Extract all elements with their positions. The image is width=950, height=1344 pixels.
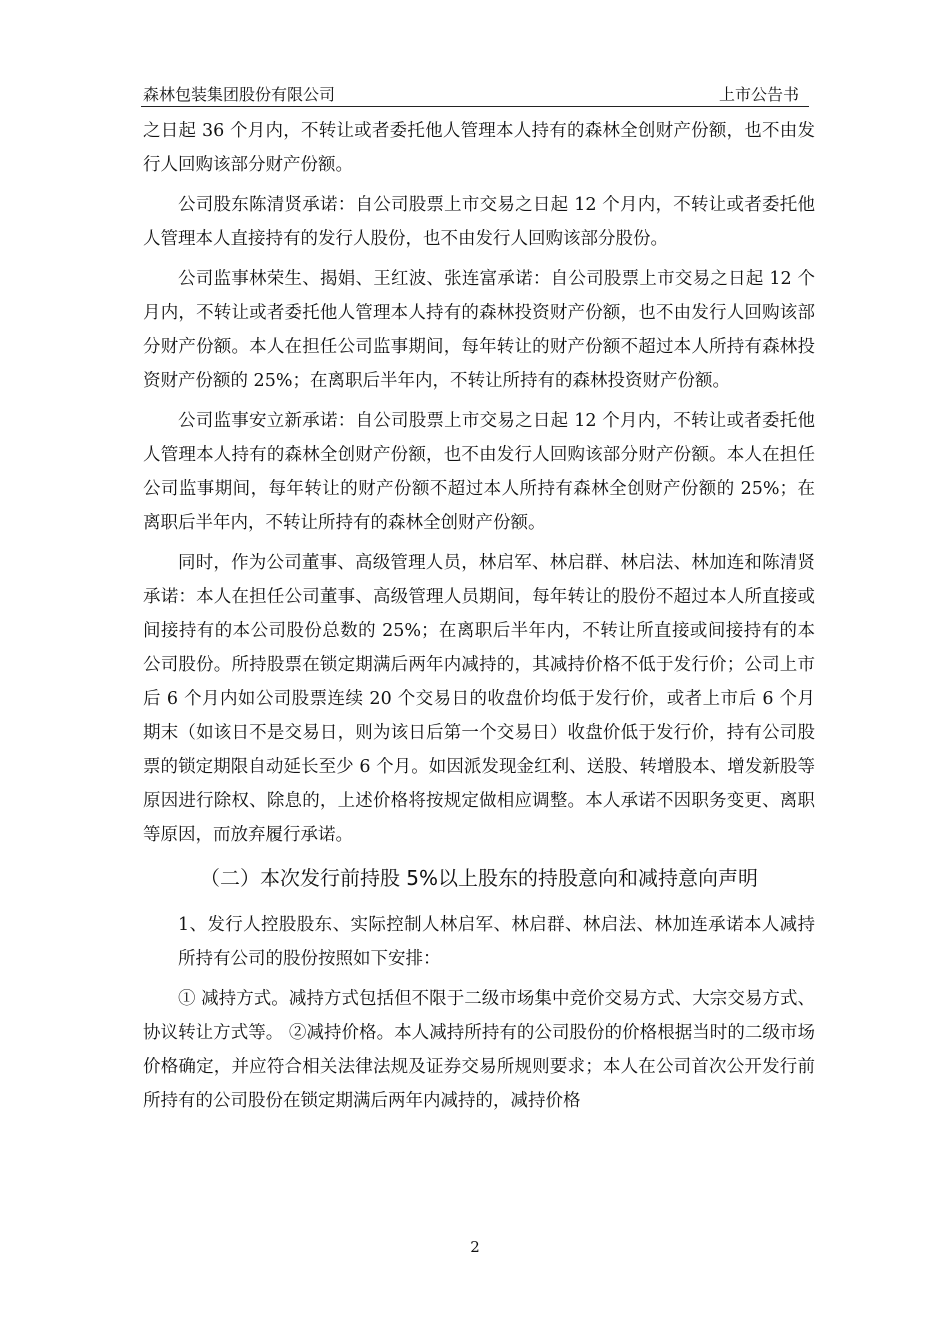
paragraph-shareholder-commitment: 公司股东陈清贤承诺：自公司股票上市交易之日起 12 个月内，不转让或者委托他人管理本人直接持有的发行人股份，也不由发行人回购该部分股份。 [143,195,815,249]
header-company-name: 森林包装集团股份有限公司 [143,85,336,104]
page-header [141,80,809,107]
section-heading: （二）本次发行前持股 5%以上股东的持股意向和减持意向声明 [199,866,759,890]
list-item-detail: ① 减持方式。减持方式包括但不限于二级市场集中竞价交易方式、大宗交易方式、协议转让方式等。 ②减持价格。本人减持所持有的公司股份的价格根据当时的二级市场价格确定，并应符合相关法律法规及证券交易所规则要求；本人在公司首次公开发行前所持有的公司股份在锁定期满后两年内减持的，减持价格 [143,989,815,1111]
paragraph-supervisor-an-commitment: 公司监事安立新承诺：自公司股票上市交易之日起 12 个月内，不转让或者委托他人管理本人持有的森林全创财产份额，也不由发行人回购该部分财产份额。本人在担任公司监事期间，每年转让的财产份额不超过本人所持有森林全创财产份额的 25%；在离职后半年内，不转让所持有的森林全创财产份额。 [143,411,815,533]
document-body [143,114,815,1124]
page-number: 2 [470,1238,480,1256]
paragraph-continuation: 之日起 36 个月内，不转让或者委托他人管理本人持有的森林全创财产份额，也不由发行人回购该部分财产份额。 [143,121,815,175]
paragraph-directors-commitment: 同时，作为公司董事、高级管理人员，林启军、林启群、林启法、林加连和陈清贤承诺：本人在担任公司董事、高级管理人员期间，每年转让的股份不超过本人所直接或间接持有的本公司股份总数的 25%；在离职后半年内，不转让所直接或间接持有的本公司股份。所持股票在锁定期满后两年内减持的，其减持价格不低于发行价；公司上市后 6 个月内如公司股票连续 20 个交易日的收盘价均低于发行价，或者上市后 6 个月期末（如该日不是交易日，则为该日后第一个交易日）收盘价低于发行价，持有公司股票的锁定期限自动延长至少 6 个月。如因派发现金红利、送股、转增股本、增发新股等原因进行除权、除息的，上述价格将按规定做相应调整。本人承诺不因职务变更、离职等原因，而放弃履行承诺。 [143,553,815,845]
header-document-type: 上市公告书 [718,85,799,104]
list-item-1: 1、发行人控股股东、实际控制人林启军、林启群、林启法、林加连承诺本人减持所持有公司的股份按照如下安排： [178,915,815,969]
paragraph-supervisors-commitment: 公司监事林荣生、揭娟、王红波、张连富承诺：自公司股票上市交易之日起 12 个月内，不转让或者委托他人管理本人持有的森林投资财产份额，也不由发行人回购该部分财产份额。本人在担任公司监事期间，每年转让的财产份额不超过本人所持有森林投资财产份额的 25%；在离职后半年内，不转让所持有的森林投资财产份额。 [143,269,815,391]
